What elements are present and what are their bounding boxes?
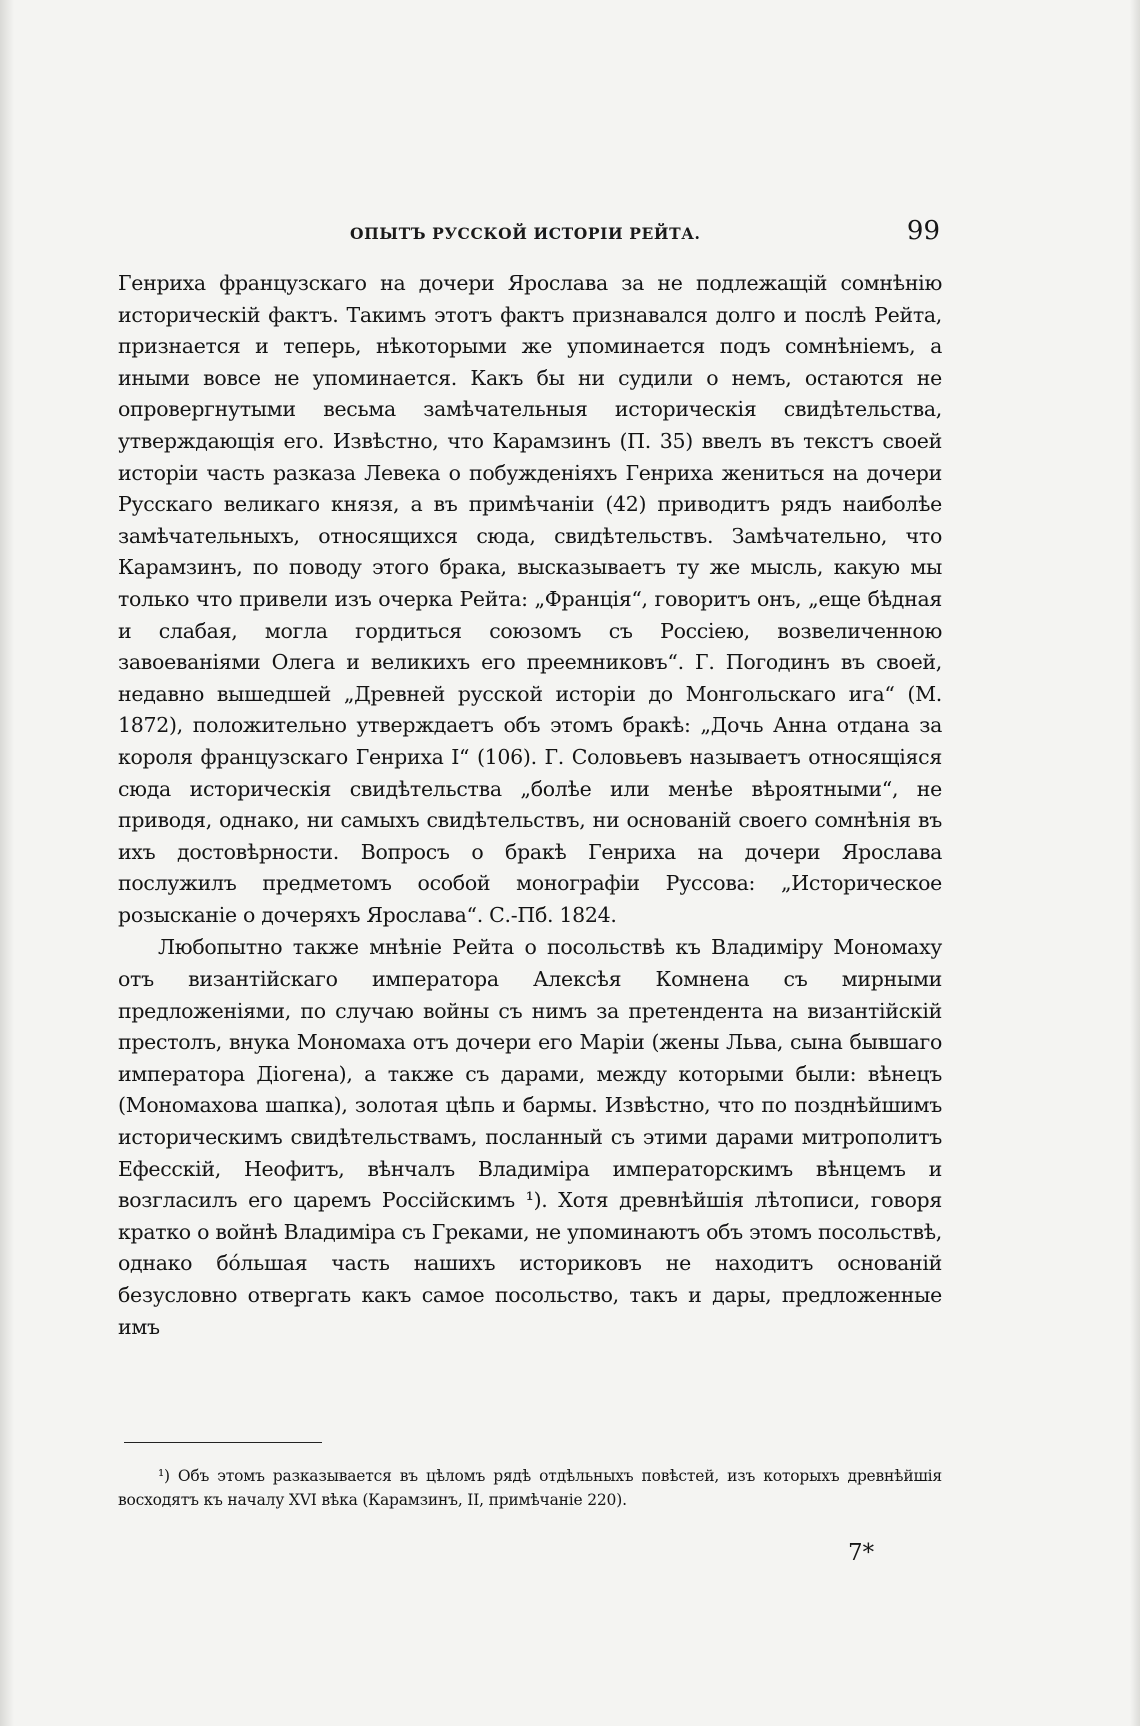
footnote: ¹) Объ этомъ разказывается въ цѣломъ рядѣ отдѣльныхъ повѣстей, изъ которыхъ древнѣйшія восходятъ къ началу XVI вѣка (Карамзинъ, II, примѣчаніе 220).: [118, 1467, 942, 1509]
footnote-divider: [124, 1442, 322, 1443]
running-head: [120, 216, 940, 258]
paragraph: Генриха французскаго на дочери Ярослава за не подлежащій сомнѣнію историческій фактъ. Такимъ этотъ фактъ признавался долго и послѣ Рейта, признается и теперь, нѣкоторыми же упоминается подъ сомнѣніемъ, а иными вовсе не упоминается. Какъ бы ни судили о немъ, остаются не опровергнутыми весьма замѣчательныя историческія свидѣтельства, утверждающія его. Извѣстно, что Карамзинъ (П. 35) ввелъ въ текстъ своей исторіи часть разказа Левека о побужденіяхъ Генриха жениться на дочери Русскаго великаго князя, а въ примѣчаніи (42) приводитъ рядъ наиболѣе замѣчательныхъ, относящихся сюда, свидѣтельствъ. Замѣчательно, что Карамзинъ, по поводу этого брака, высказываетъ ту же мысль, какую мы только что привели изъ очерка Рейта: „Франція“, говоритъ онъ, „еще бѣдная и слабая, могла гордиться союзомъ съ Россіею, возвеличенною завоеваніями Олега и великихъ его преемниковъ“. Г. Погодинъ въ своей, недавно вышедшей „Древней русской исторіи до Монгольскаго ига“ (М. 1872), положительно утверждаетъ объ этомъ бракѣ: „Дочь Анна отдана за короля французскаго Генриха I“ (106). Г. Соловьевъ называетъ относящіяся сюда историческія свидѣтельства „болѣе или менѣе вѣроятными“, не приводя, однако, ни самыхъ свидѣтельствъ, ни основаній своего сомнѣнія въ ихъ достовѣрности. Вопросъ о бракѣ Генриха на дочери Ярослава послужилъ предметомъ особой монографіи Руссова: „Историческое розысканіе о дочеряхъ Ярослава“. С.-Пб. 1824.: [118, 271, 942, 927]
scan-shadow-left: [0, 0, 14, 1726]
page-number: 99: [906, 216, 940, 246]
paragraph: Любопытно также мнѣніе Рейта о посольствѣ къ Владиміру Мономаху отъ византійскаго императора Алексѣя Комнена съ мирными предложеніями, по случаю войны съ нимъ за претендента на византійскій престолъ, внука Мономаха отъ дочери его Маріи (жены Льва, сына бывшаго императора Діогена), а также съ дарами, между которыми были: вѣнецъ (Мономахова шапка), золотая цѣпь и бармы. Извѣстно, что по позднѣйшимъ историческимъ свидѣтельствамъ, посланный съ этими дарами митрополитъ Ефесскій, Неофитъ, вѣнчалъ Владиміра императорскимъ вѣнцемъ и возгласилъ его царемъ Россійскимъ ¹). Хотя древнѣйшія лѣтописи, говоря кратко о войнѣ Владиміра съ Греками, не упоминаютъ объ этомъ посольствѣ, однако бо́льшая часть нашихъ историковъ не находитъ основаній безусловно отвергать какъ самое посольство, такъ и дары, предложенные имъ: [118, 935, 942, 1339]
signature-mark: 7*: [848, 1540, 875, 1566]
scan-shadow-right: [1130, 0, 1140, 1726]
body-text: [118, 268, 942, 1343]
running-title: ОПЫТЪ РУССКОЙ ИСТОРІИ РЕЙТА.: [350, 224, 701, 243]
